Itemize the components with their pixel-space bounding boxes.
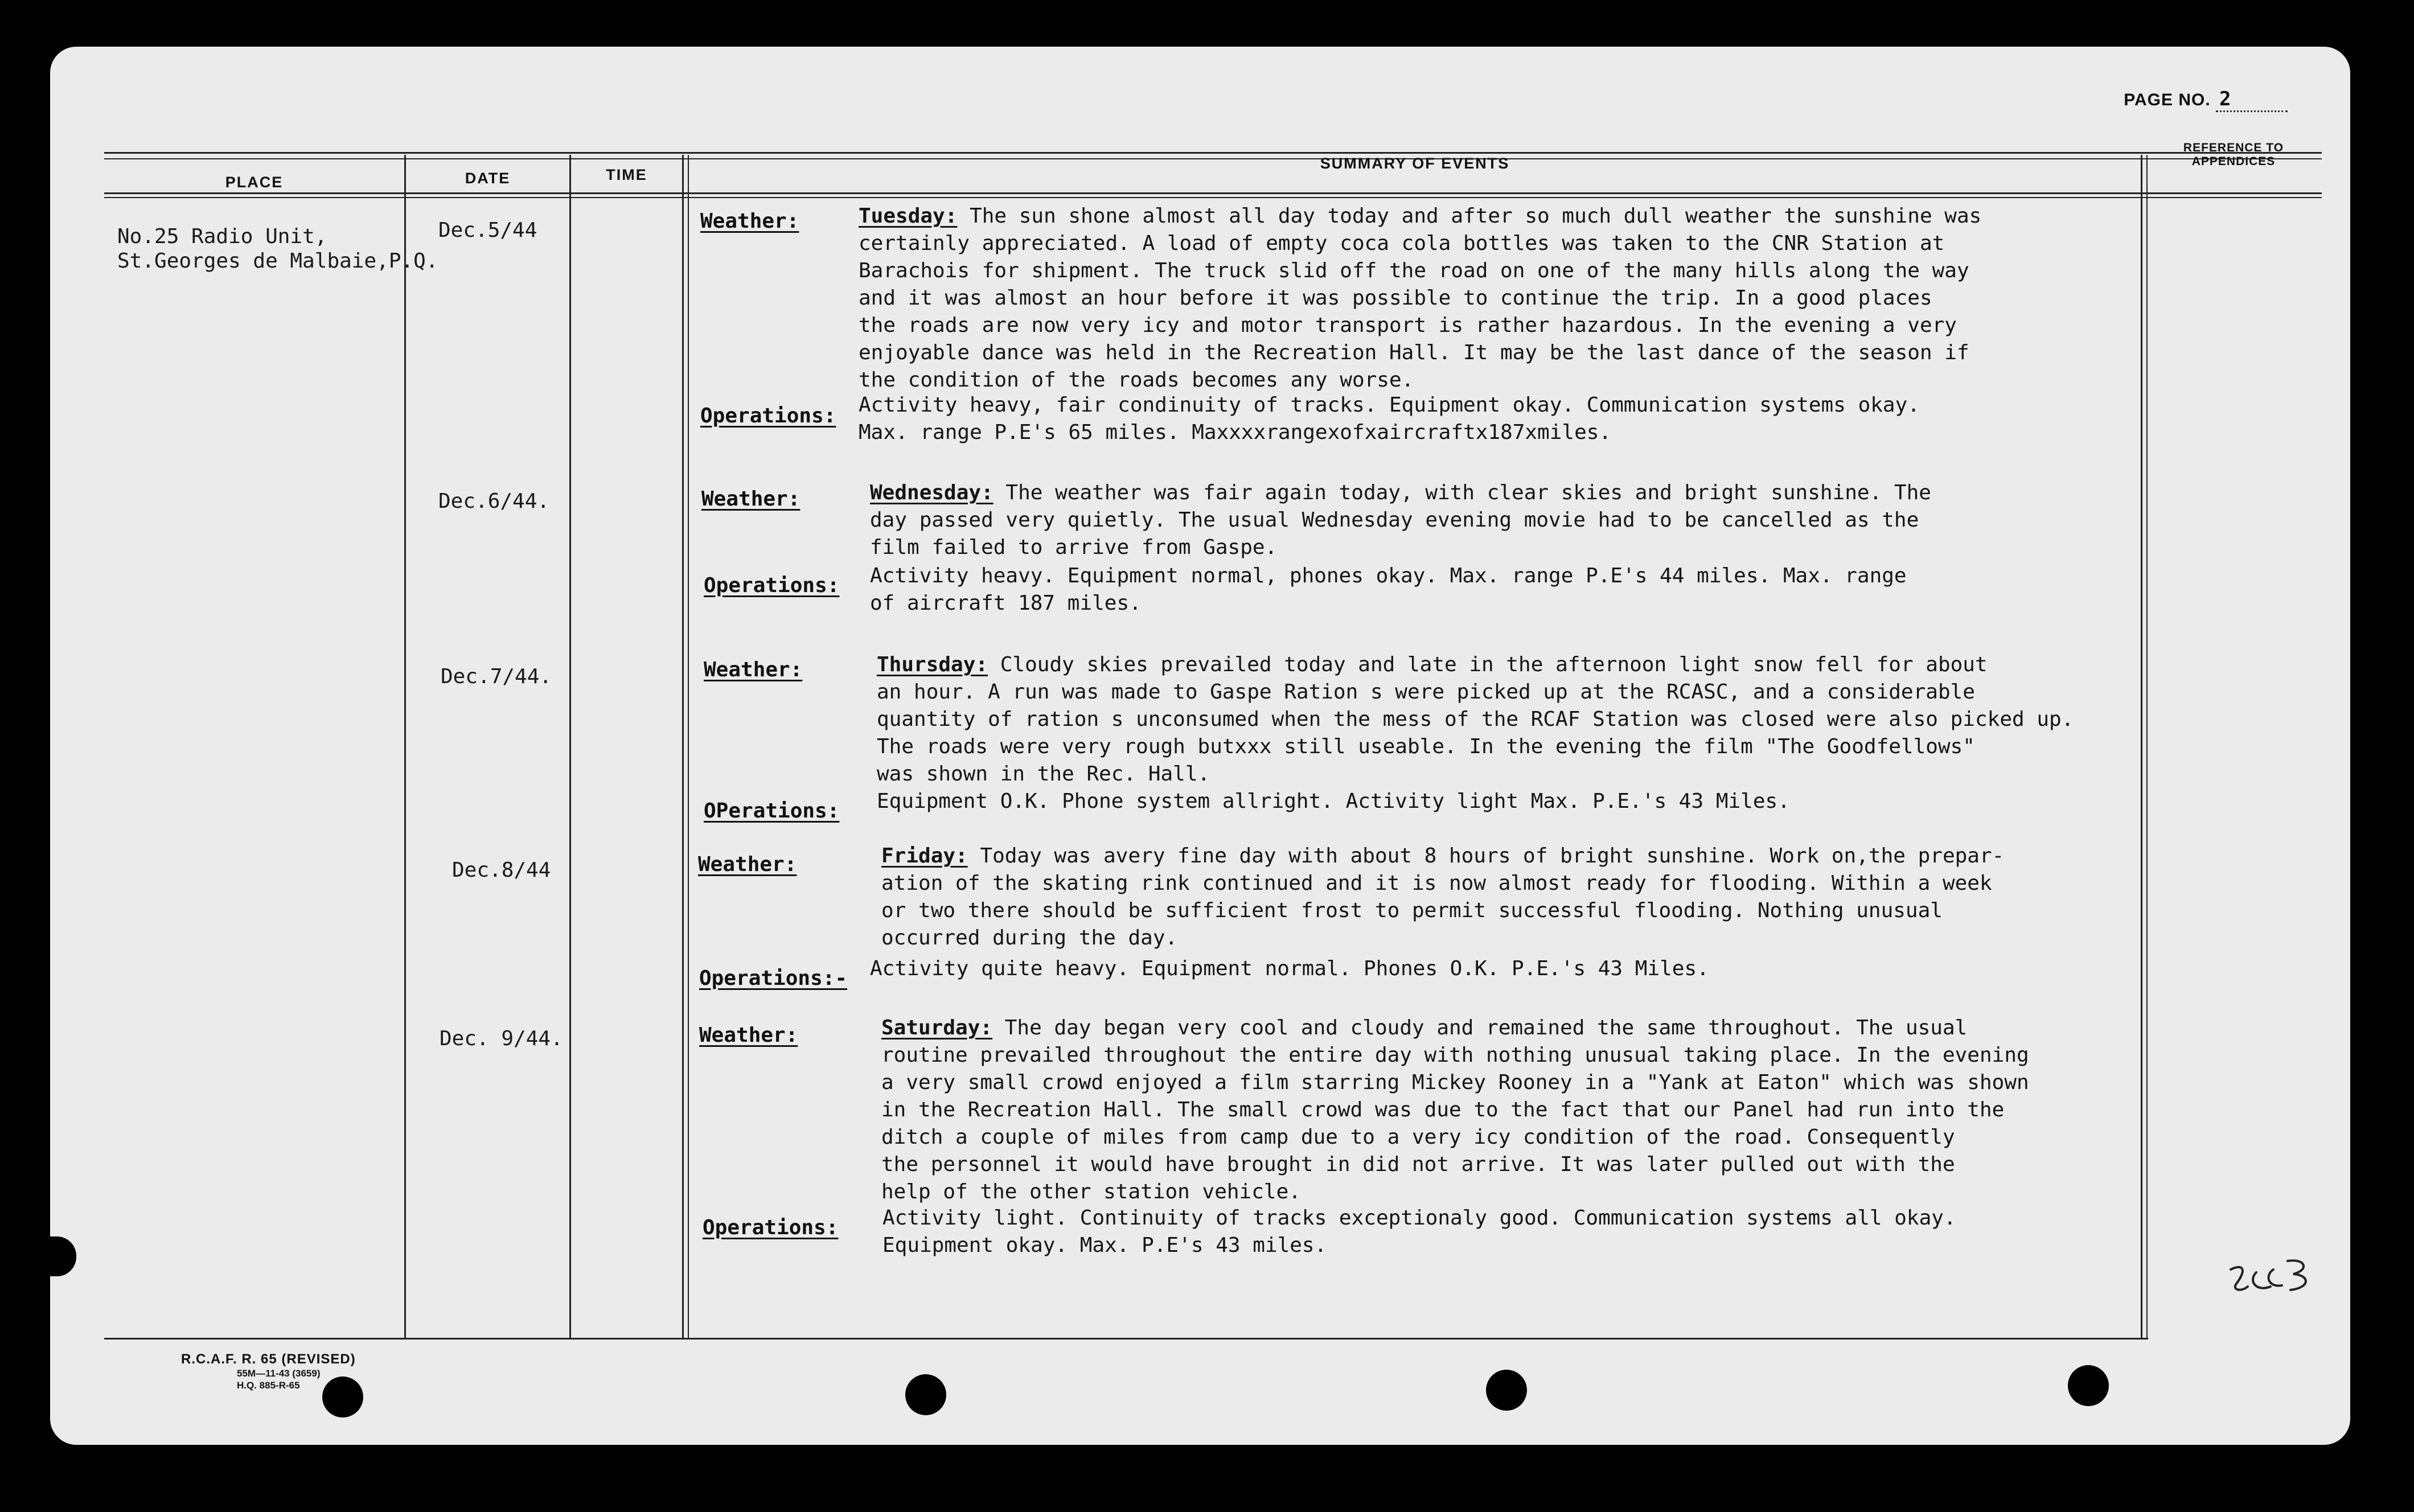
- page-number-label: PAGE NO.: [2124, 91, 2211, 109]
- operations-label: Operations:: [703, 1216, 839, 1239]
- weather-label: Weather:: [704, 658, 803, 681]
- weather-text: Wednesday: The weather was fair again today, with clear skies and bright sunshine. The day passed very quietly. The usual Wednesday evening movie had to be cancelled as the film failed to arrive from Gaspe.: [870, 481, 1931, 559]
- operations-text: Activity quite heavy. Equipment normal. Phones O.K. P.E.'s 43 Miles.: [870, 957, 1709, 980]
- binder-hole: [905, 1374, 946, 1415]
- binder-hole: [322, 1377, 363, 1418]
- weather-label: Weather:: [701, 487, 800, 511]
- entry-date: Dec.8/44: [452, 858, 551, 882]
- weather-text: Tuesday: The sun shone almost all day today and after so much dull weather the sunshine was certainly appreciated. A load of empty coca cola bottles was taken to the CNR Station at Barachois for shipment. The truck slid off the road on one of the many hills along the way and it was almost an hour before it was possible to continue the trip. In a good places the roads are now very icy and motor transport is rather hazardous. In the evening a very enjoyable dance was held in the Recreation Hall. It may be the last dance of the season if the condition of the roads becomes any worse.: [859, 204, 1982, 392]
- entry-date: Dec.5/44: [438, 219, 537, 242]
- header-date: DATE: [465, 170, 511, 187]
- header-bottom-rule-2: [104, 197, 2322, 198]
- header-top-rule: [104, 152, 2322, 154]
- handwritten-initials: [2225, 1252, 2322, 1298]
- column-divider-place: [404, 155, 406, 1339]
- weather-day: Thursday:: [877, 653, 988, 676]
- operations-label: OPerations:: [704, 799, 840, 823]
- weather-text: Thursday: Cloudy skies prevailed today and late in the afternoon light snow fell for about an hour. A run was made to Gaspe Ration s were picked up at the RCASC, and a considerable quantity of ration s unconsumed when the mess of the RCAF Station was closed were also picked up. The roads were very rough butxxx still useable. In the evening the film "The Goodfellows" was shown in the Rec. Hall.: [877, 653, 2074, 786]
- binder-hole: [1486, 1370, 1527, 1411]
- binder-hole: [2068, 1365, 2109, 1406]
- operations-label: Operations:: [700, 404, 836, 428]
- page-number: [2124, 88, 2288, 112]
- column-divider-time-2: [688, 155, 689, 1339]
- operations-text: Activity heavy, fair condinuity of tracks. Equipment okay. Communication systems okay. Max. range P.E's 65 miles. Maxxxxrangexofxaircraftx187xmiles.: [859, 393, 1920, 444]
- form-number: R.C.A.F. R. 65 (REVISED): [181, 1351, 356, 1367]
- entry-date: Dec.7/44.: [441, 665, 552, 688]
- weather-text: Saturday: The day began very cool and cloudy and remained the same throughout. The usual routine prevailed throughout the entire day with nothing unusual taking place. In the evening a very small crowd enjoyed a film starring Mickey Rooney in a "Yank at Eaton" which was shown in the Recreation Hall. The small crowd was due to the fact that our Panel had run into the ditch a couple of miles from camp due to a very icy condition of the road. Consequently the personnel it would have brought in did not arrive. It was later pulled out with the help of the other station vehicle.: [881, 1016, 2029, 1203]
- form-card: [50, 47, 2350, 1445]
- weather-day: Friday:: [881, 844, 968, 868]
- form-print-code: 55M—11-43 (3659): [237, 1368, 321, 1379]
- page-number-value: 2: [2216, 88, 2288, 112]
- weather-day: Saturday:: [881, 1016, 993, 1040]
- weather-label: Weather:: [700, 209, 799, 233]
- header-bottom-rule: [104, 192, 2322, 194]
- place-text: No.25 Radio Unit, St.Georges de Malbaie,P.Q.: [117, 225, 438, 273]
- column-divider-summary-2: [2146, 155, 2148, 1339]
- entry-date: Dec.6/44.: [438, 490, 550, 513]
- operations-text: Activity heavy. Equipment normal, phones okay. Max. range P.E's 44 miles. Max. range of aircraft 187 miles.: [870, 564, 1907, 615]
- weather-label: Weather:: [698, 853, 797, 876]
- weather-text: Friday: Today was avery fine day with about 8 hours of bright sunshine. Work on,the prepar- ation of the skating rink continued and it is now almost ready for flooding. Within a week or two there should be sufficient frost to permit successful flooding. Nothing unusual occurred during the day.: [881, 844, 2005, 950]
- punch-notch: [50, 1236, 76, 1276]
- column-divider-time: [682, 155, 684, 1339]
- form-hq-code: H.Q. 885-R-65: [237, 1380, 300, 1391]
- header-time: TIME: [606, 166, 647, 183]
- weather-label: Weather:: [699, 1024, 798, 1047]
- column-divider-date: [569, 155, 571, 1339]
- operations-label: Operations:: [704, 574, 840, 597]
- operations-label: Operations:-: [699, 967, 848, 990]
- header-summary: SUMMARY OF EVENTS: [1320, 155, 1510, 172]
- header-place: PLACE: [225, 174, 284, 191]
- entry-date: Dec. 9/44.: [440, 1027, 563, 1050]
- header-reference: REFERENCE TO APPENDICES: [2183, 141, 2284, 168]
- operations-text: Activity light. Continuity of tracks exceptionaly good. Communication systems all okay. Equipment okay. Max. P.E's 43 miles.: [882, 1206, 1956, 1257]
- table-bottom-rule: [104, 1338, 2148, 1340]
- operations-text: Equipment O.K. Phone system allright. Activity light Max. P.E.'s 43 Miles.: [877, 790, 1790, 813]
- column-divider-summary: [2141, 155, 2142, 1339]
- weather-day: Wednesday:: [870, 481, 993, 504]
- weather-day: Tuesday:: [859, 204, 958, 228]
